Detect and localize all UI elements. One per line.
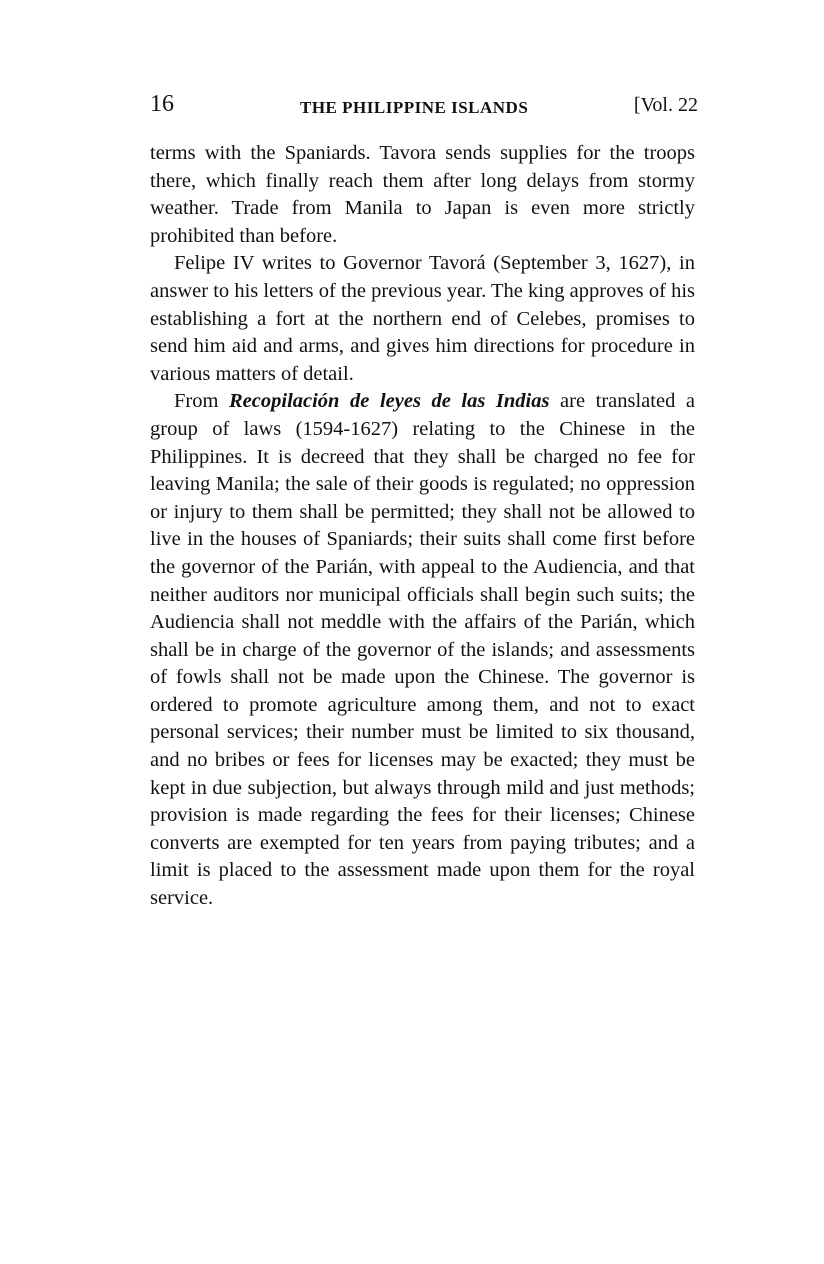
paragraph-3-lead: From: [174, 390, 229, 413]
paragraph-3-text: are translated a group of laws (1594-1627) relating to the Chinese in the Philippines. It is decreed that they shall be charged no fee for leaving Manila; the sale of their goods is regulated; no oppression or injury to them shall be permitted; they shall not be allowed to live in the houses of Spaniards; their suits shall come first before the governor of the Parián, with appeal to the Audiencia, and that neither auditors nor municipal officials shall begin such suits; the Audiencia shall not meddle with the affairs of the Parián, which shall be in charge of the governor of the islands; and assessments of fowls shall not be made upon the Chinese. The governor is ordered to promote agriculture among them, and not to exact personal services; their number must be limited to six thousand, and no bribes or fees for licenses may be exacted; they must be kept in due subjection, but always through mild and just methods; provision is made regarding the fees for their licenses; Chinese converts are exempted for ten years from paying tributes; and a limit is placed to the assessment made upon them for the royal service.: [150, 390, 695, 910]
volume-label: [Vol. 22: [633, 94, 698, 116]
page-number: 16: [150, 91, 174, 117]
running-title: THE PHILIPPINE ISLANDS: [300, 98, 529, 117]
page-body: [150, 140, 695, 913]
paragraph-3: [150, 388, 695, 912]
page-header: [150, 91, 698, 128]
book-title: Recopilación de leyes de las Indias: [229, 390, 550, 413]
paragraph-2: Felipe IV writes to Governor Tavorá (September 3, 1627), in answer to his letters of the previous year. The king approves of his establishing a fort at the northern end of Celebes, promises to send him aid and arms, and gives him directions for procedure in various matters of detail.: [150, 252, 695, 385]
paragraph-1: terms with the Spaniards. Tavora sends supplies for the troops there, which finally reach them after long delays from stormy weather. Trade from Manila to Japan is even more strictly prohibited than before.: [150, 142, 695, 247]
